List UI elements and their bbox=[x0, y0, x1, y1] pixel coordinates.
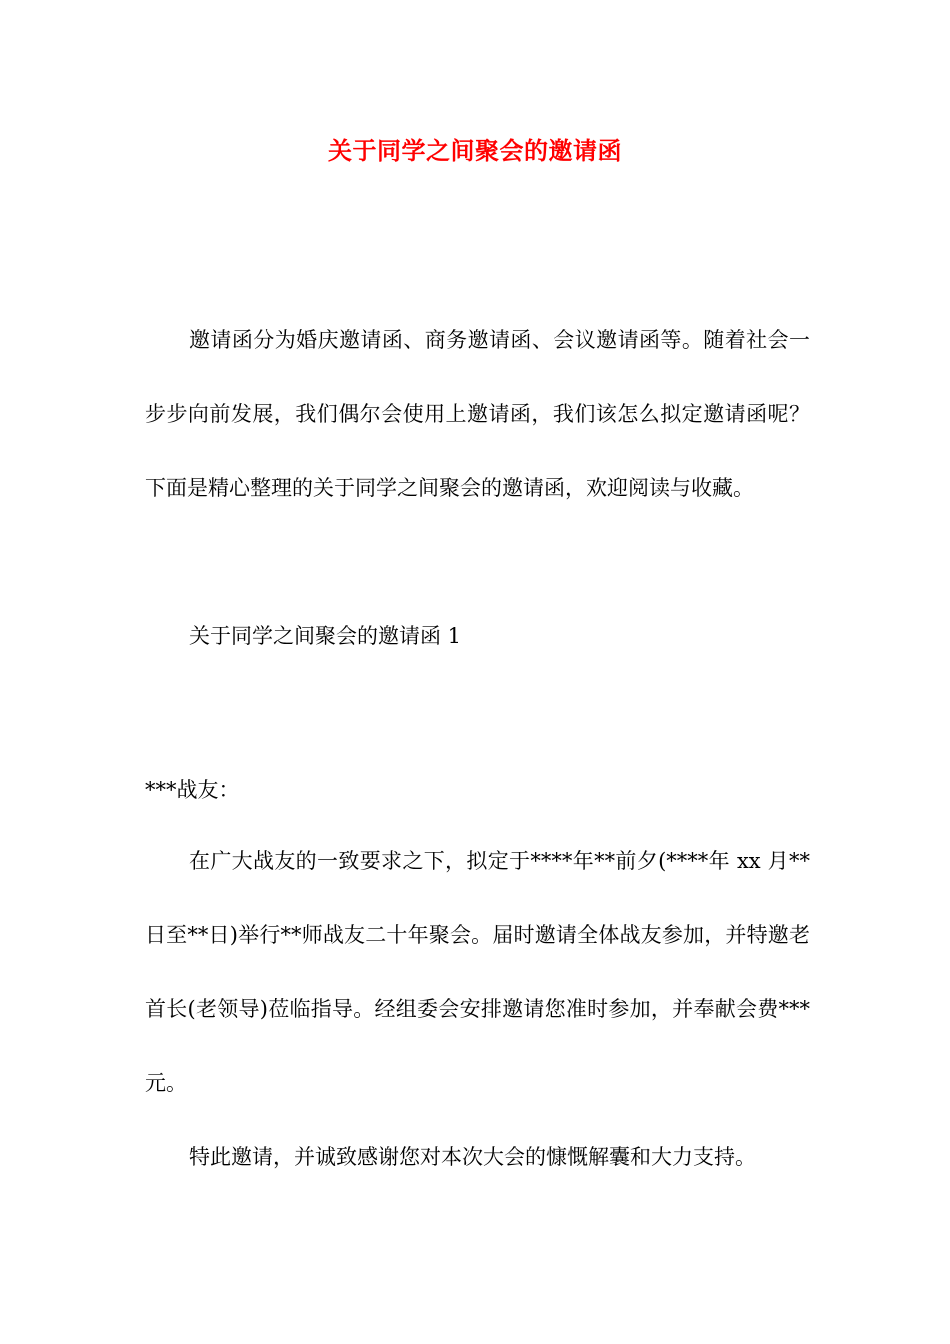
document-title: 关于同学之间聚会的邀请函 bbox=[328, 136, 622, 165]
section-heading: 关于同学之间聚会的邀请函 1 bbox=[189, 624, 462, 648]
main-paragraph: 在广大战友的一致要求之下，拟定于****年**前夕(****年 xx 月**日至**日)举行**师战友二十年聚会。届时邀请全体战友参加，并特邀老首长(老领导)莅临指导。经组委会安排邀请您准时参加，并奉献会费***元。 bbox=[145, 849, 810, 1095]
intro-paragraph: 邀请函分为婚庆邀请函、商务邀请函、会议邀请函等。随着社会一步步向前发展，我们偶尔会使用上邀请函，我们该怎么拟定邀请函呢？下面是精心整理的关于同学之间聚会的邀请函，欢迎阅读与收藏。 bbox=[145, 328, 810, 500]
closing-paragraph: 特此邀请，并诚致感谢您对本次大会的慷慨解囊和大力支持。 bbox=[189, 1145, 756, 1169]
salutation: ***战友： bbox=[145, 778, 240, 802]
